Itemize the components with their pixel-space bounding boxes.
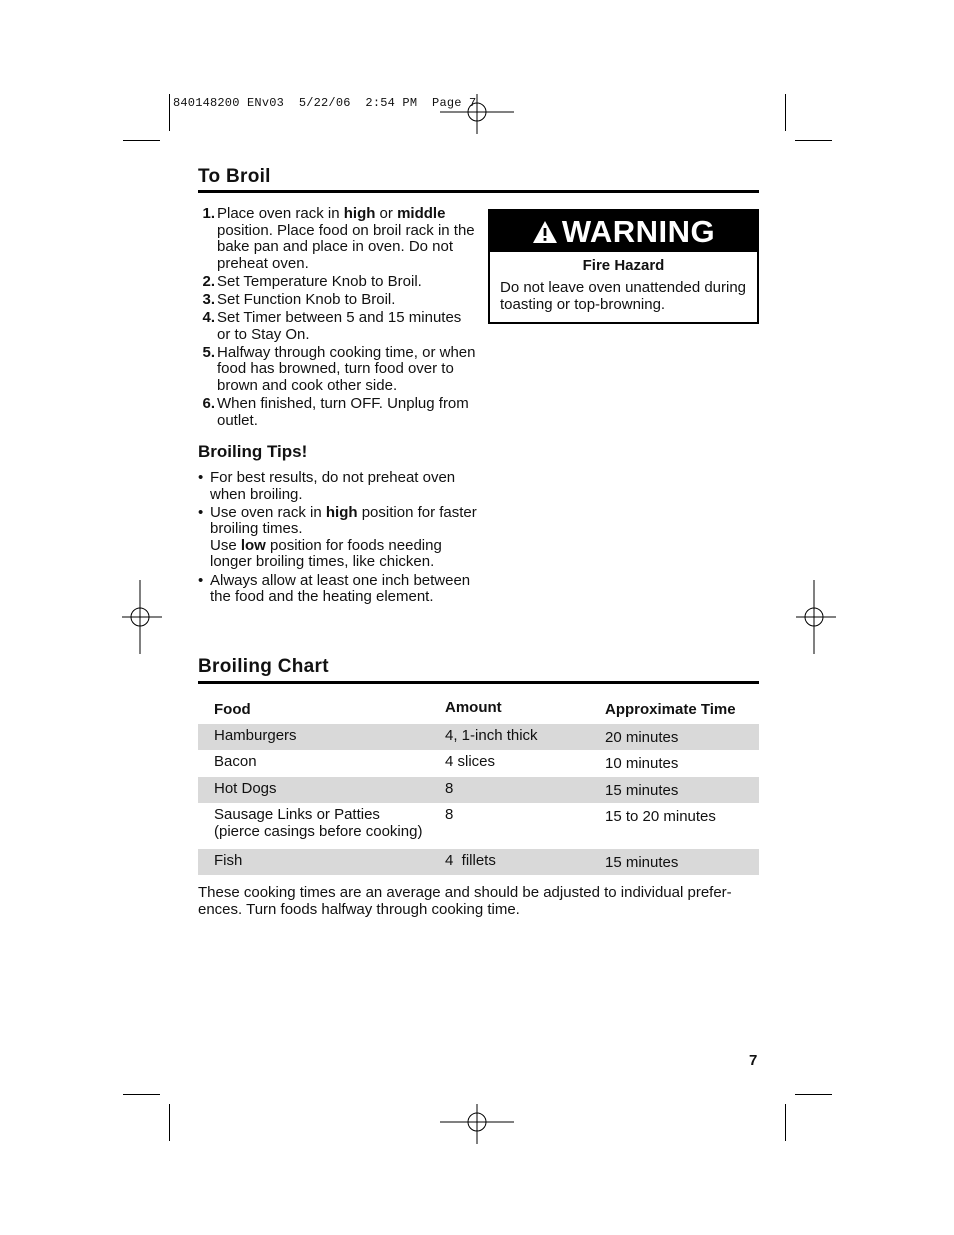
list-item bbox=[198, 206, 478, 272]
warning-box bbox=[488, 209, 759, 324]
food-name: Sausage Links or Patties bbox=[214, 806, 380, 823]
step-emphasis: high bbox=[343, 205, 376, 222]
list-item bbox=[198, 396, 478, 429]
list-item bbox=[198, 573, 478, 606]
crop-mark bbox=[785, 94, 786, 131]
step-text: Set Temperature Knob to Broil. bbox=[217, 272, 422, 290]
cell-time: 20 minutes bbox=[605, 724, 759, 750]
list-item bbox=[198, 345, 478, 395]
section-rule bbox=[198, 681, 759, 684]
food-note: (pierce casings before cooking) bbox=[214, 823, 423, 840]
tip-text: position for foods needing longer broiling times, like chicken. bbox=[210, 536, 442, 571]
step-number: 1. bbox=[202, 205, 215, 222]
section-rule bbox=[198, 190, 759, 193]
step-text: position. Place food on broil rack in the bake pan and place in oven. Do not preheat oven. bbox=[217, 221, 475, 272]
crop-mark bbox=[123, 140, 160, 141]
cell-amount: 8 bbox=[445, 777, 605, 803]
cell-amount: 4 slices bbox=[445, 753, 496, 770]
bullet-icon: • bbox=[198, 503, 204, 521]
crop-mark bbox=[123, 1094, 160, 1095]
cell-amount: 4 fillets bbox=[445, 849, 605, 875]
table-row bbox=[198, 849, 759, 875]
cell-time: 15 minutes bbox=[605, 777, 759, 803]
list-item bbox=[198, 274, 478, 291]
crop-mark bbox=[169, 1104, 170, 1141]
warning-subtitle: Fire Hazard bbox=[582, 257, 665, 274]
tip-text: Use bbox=[210, 536, 241, 554]
section-title-broiling-chart: Broiling Chart bbox=[198, 656, 329, 677]
cell-food: Fish bbox=[198, 849, 445, 875]
step-text: Set Function Knob to Broil. bbox=[217, 290, 396, 308]
registration-mark-icon bbox=[122, 580, 162, 654]
crop-mark bbox=[169, 94, 170, 131]
bullet-icon: • bbox=[198, 469, 204, 486]
column-header-time: Approximate Time bbox=[605, 700, 736, 718]
column-header-food: Food bbox=[214, 700, 251, 718]
table-row bbox=[198, 803, 759, 849]
cell-amount: 4, 1-inch thick bbox=[445, 724, 605, 750]
cell-amount: 8 bbox=[445, 806, 454, 823]
cell-time: 15 to 20 minutes bbox=[605, 808, 716, 825]
list-item bbox=[198, 505, 478, 571]
crop-mark bbox=[795, 1094, 832, 1095]
list-item bbox=[198, 292, 478, 309]
cell-time: 15 minutes bbox=[605, 849, 759, 875]
step-number: 5. bbox=[202, 343, 215, 361]
list-item bbox=[198, 470, 478, 503]
warning-label: WARNING bbox=[561, 213, 716, 249]
section-title-to-broil: To Broil bbox=[198, 166, 271, 187]
page-number: 7 bbox=[749, 1052, 758, 1069]
step-text: or bbox=[375, 205, 398, 222]
warning-text: Do not leave oven unattended during toasting or top-browning. bbox=[500, 279, 747, 313]
column-header-amount: Amount bbox=[445, 698, 502, 716]
step-text: When finished, turn OFF. Unplug from outlet. bbox=[217, 395, 469, 429]
step-number: 3. bbox=[202, 290, 215, 308]
cell-food: Bacon bbox=[214, 753, 257, 770]
step-number: 2. bbox=[202, 272, 215, 290]
tip-text: Always allow at least one inch between the food and the heating element. bbox=[210, 571, 471, 606]
registration-mark-icon bbox=[440, 94, 514, 134]
tips-list bbox=[198, 470, 478, 607]
broiling-chart-table bbox=[198, 690, 759, 875]
crop-mark bbox=[785, 1104, 786, 1141]
warning-triangle-icon bbox=[532, 220, 558, 244]
step-text: Set Timer between 5 and 15 minutes or to Stay On. bbox=[217, 309, 462, 343]
cell-food bbox=[198, 803, 445, 849]
tip-emphasis: low bbox=[240, 536, 266, 554]
table-header-row bbox=[198, 690, 759, 724]
cell-food: Hot Dogs bbox=[198, 777, 445, 803]
tip-text: position for faster broiling times. bbox=[210, 503, 477, 538]
list-item bbox=[198, 310, 478, 343]
tip-emphasis: high bbox=[325, 503, 358, 521]
tips-title: Broiling Tips! bbox=[198, 442, 308, 461]
table-row bbox=[198, 750, 759, 777]
printer-slug: 840148200 ENv03 5/22/06 2:54 PM Page 7 bbox=[173, 96, 477, 110]
tip-text: Use oven rack in bbox=[210, 503, 326, 521]
broil-steps-list bbox=[198, 206, 478, 431]
bullet-icon: • bbox=[198, 571, 204, 589]
warning-header bbox=[490, 211, 757, 252]
cell-time: 10 minutes bbox=[605, 755, 679, 772]
cell-food: Hamburgers bbox=[198, 724, 445, 750]
step-number: 6. bbox=[202, 395, 215, 413]
chart-note: These cooking times are an average and should be adjusted to individual prefer- ences. Turn foods halfway through cooking time. bbox=[198, 884, 732, 918]
crop-mark bbox=[795, 140, 832, 141]
table-row bbox=[198, 724, 759, 750]
registration-mark-icon bbox=[440, 1104, 514, 1144]
step-number: 4. bbox=[202, 309, 215, 327]
step-emphasis: middle bbox=[397, 205, 446, 222]
step-text: Halfway through cooking time, or when food has browned, turn food over to brown and cook other side. bbox=[217, 343, 476, 394]
tip-text: For best results, do not preheat oven when broiling. bbox=[210, 469, 456, 503]
step-text: Place oven rack in bbox=[217, 205, 344, 222]
registration-mark-icon bbox=[796, 580, 836, 654]
table-row bbox=[198, 777, 759, 803]
